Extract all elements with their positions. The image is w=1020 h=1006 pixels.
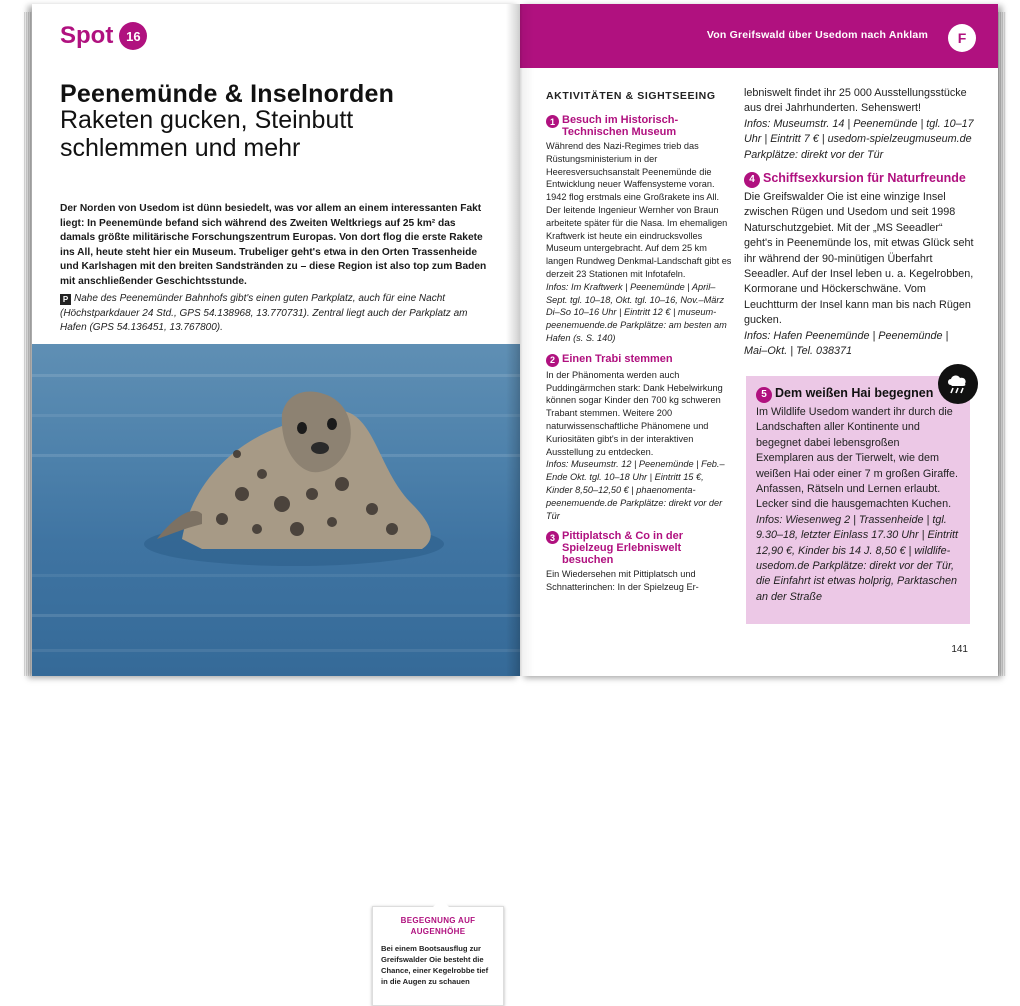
activity-item-4 xyxy=(744,171,974,359)
chapter-letter-badge: F xyxy=(948,24,976,52)
activity-title: Pittiplatsch & Co in der Spielzeug Erlebniswelt besuchen xyxy=(562,530,684,567)
activity-body: lebniswelt findet ihr 25 000 Ausstellungsstücke aus drei Jahrhunderten. Sehenswert! xyxy=(744,87,967,115)
activity-item-3 xyxy=(546,530,732,594)
activity-title: Einen Trabi stemmen xyxy=(562,352,673,365)
activity-number: 2 xyxy=(546,354,559,367)
grey-seal-illustration xyxy=(32,344,520,676)
right-page xyxy=(520,4,998,676)
highlight-box-item-5 xyxy=(746,376,970,624)
activity-body: Die Greifswalder Oie ist eine winzige Insel zwischen Rügen und Usedom und seit 1998 Naturschutzgebiet. Mit der „MS Seeadler“ geht's in Peenemünde los, mit etwas Glück seht ihr während der 90-minütigen Überfahrt Seeadler. Auf der Insel leben u. a. Kegelrobben, Kormorane und Höckerschwäne. Vom Leuchtturm der Insel kann man bis nach Rügen gucken. xyxy=(744,191,974,327)
open-book xyxy=(10,4,1014,986)
activity-item-1 xyxy=(546,114,732,345)
page-subtitle: Raketen gucken, Steinbutt schlemmen und mehr xyxy=(60,106,354,162)
chapter-title: Von Greifswald über Usedom nach Anklam xyxy=(706,29,928,41)
photo-caption-box xyxy=(372,906,504,1006)
activity-title: Schiffsexkursion für Naturfreunde xyxy=(763,171,966,186)
activity-info: Infos: Hafen Peenemünde | Peenemünde | Mai–Okt. | Tel. 038371 xyxy=(744,329,949,358)
activity-title: Dem weißen Hai begegnen xyxy=(775,386,934,400)
parking-note xyxy=(60,292,490,336)
section-heading: AKTIVITÄTEN & SIGHTSEEING xyxy=(546,90,716,102)
spot-number-badge: 16 xyxy=(119,22,147,50)
activity-info: Infos: Museumstr. 14 | Peenemünde | tgl. 10–17 Uhr | Eintritt 7 € | usedom-spielzeugmuseum.de Parkplätze: direkt vor der Tür xyxy=(744,117,974,161)
activity-item-3-continued xyxy=(744,86,974,163)
activity-number: 4 xyxy=(744,172,760,188)
spot-word: Spot xyxy=(60,22,114,49)
page-number: 141 xyxy=(951,644,968,655)
column-right xyxy=(744,84,974,368)
activity-number: 3 xyxy=(546,531,559,544)
caption-text: Bei einem Bootsausflug zur Greifswalder Oie besteht die Chance, einer Kegelrobbe tief in die Augen zu schauen xyxy=(381,944,489,986)
activity-body: Im Wildlife Usedom wandert ihr durch die Landschaften aller Kontinente und begegnet dabei lebensgroßen Exemplaren aus der Tierwelt, wie dem weißen Hai oder einer 7 m großen Giraffe. Anfassen, Rätseln und Lernen erlaubt. Lecker sind die hausgemachten Kuchen. xyxy=(756,406,959,511)
seal-photo xyxy=(32,344,520,986)
activity-body: Während des Nazi-Regimes trieb das Rüstungsministerium in der Heeresversuchsanstalt Peenemünde die Entwicklung neuer Waffensysteme voran. 1942 flog erstmals eine Großrakete ins All. Der leitende Ingenieur Wernher von Braun arbeitete später für die Nasa. Im ehemaligen Kraftwerk ist heute ein eindrucksvolles Museum untergebracht. Auf dem 25 km langen Rundweg Denkmal-Landschaft gibt es derzeit 23 Stationen mit Infotafeln. xyxy=(546,141,732,279)
activity-number: 1 xyxy=(546,115,559,128)
activity-title: Besuch im Historisch-Technischen Museum xyxy=(562,114,679,138)
parking-icon: P xyxy=(60,294,71,305)
column-left xyxy=(546,90,732,602)
activity-item-5 xyxy=(756,386,960,605)
activity-info: Infos: Im Kraftwerk | Peenemünde | April–Sept. tgl. 10–18, Okt. tgl. 10–16, Nov.–März Di–So 10–16 Uhr | Eintritt 12 € | museum-peenemuende.de Parkplätze: am besten am Hafen (s. S. 140) xyxy=(546,281,727,343)
chapter-header-bar xyxy=(520,4,998,68)
rain-cloud-icon xyxy=(938,364,978,404)
caption-title: BEGEGNUNG AUF AUGENHÖHE xyxy=(400,916,476,936)
intro-paragraph: Der Norden von Usedom ist dünn besiedelt, was vor allem an einem interessanten Fakt liegt: In Peenemünde befand sich während des Zweiten Weltkriegs auf 25 km² das damals größte militärische Forschungszentrum Europas. Von dort flog die erste Rakete ins All, heute steht hier ein Museum. Trubeliger geht's etwa in den Orten Trassenheide und Karlshagen mit den breiten Sandstränden zu – diese Region ist also top zum Baden mit anschließender Geschichtsstunde. xyxy=(60,203,487,287)
activity-info: Infos: Museumstr. 12 | Peenemünde | Feb.–Ende Okt. tgl. 10–18 Uhr | Eintritt 15 €, Kinder 8,50–12,50 € | phaenomenta-peenemuende.de Parkplätze: direkt vor der Tür xyxy=(546,459,725,521)
activity-body: In der Phänomenta werden auch Puddingärmchen stark: Dank Hebelwirkung können sogar Kinder den 700 kg schweren Trabant stemmen. Weitere 200 naturwissenschaftliche Phänomene und Kuriositäten gibt's in der interaktiven Ausstellung zu entdecken. xyxy=(546,369,723,457)
parking-text: Nahe des Peenemünder Bahnhofs gibt's einen guten Parkplatz, auch für eine Nacht (Höchstparkdauer 24 Std., GPS 54.138968, 13.770731). Zentral liegt auch der Parkplatz am Hafen (GPS 54.136451, 13.767800). xyxy=(60,293,468,333)
activity-info: Infos: Wiesenweg 2 | Trassenheide | tgl. 9.30–18, letzter Einlass 17.30 Uhr | Eintritt 12,90 €, Kinder bis 14 J. 8,50 € | wildlife-usedom.de Parkplätze: direkt vor der Tür, die Einfahrt ist etwas holprig, Parktaschen an der Straße xyxy=(756,513,959,603)
activity-body: Ein Wiedersehen mit Pittiplatsch und Schnatterinchen: In der Spielzeug Er- xyxy=(546,569,699,593)
spot-label xyxy=(60,22,147,50)
activity-item-2 xyxy=(546,353,732,523)
page-title: Peenemünde & Inselnorden xyxy=(60,80,395,108)
activity-number: 5 xyxy=(756,387,772,403)
left-page xyxy=(32,4,520,986)
